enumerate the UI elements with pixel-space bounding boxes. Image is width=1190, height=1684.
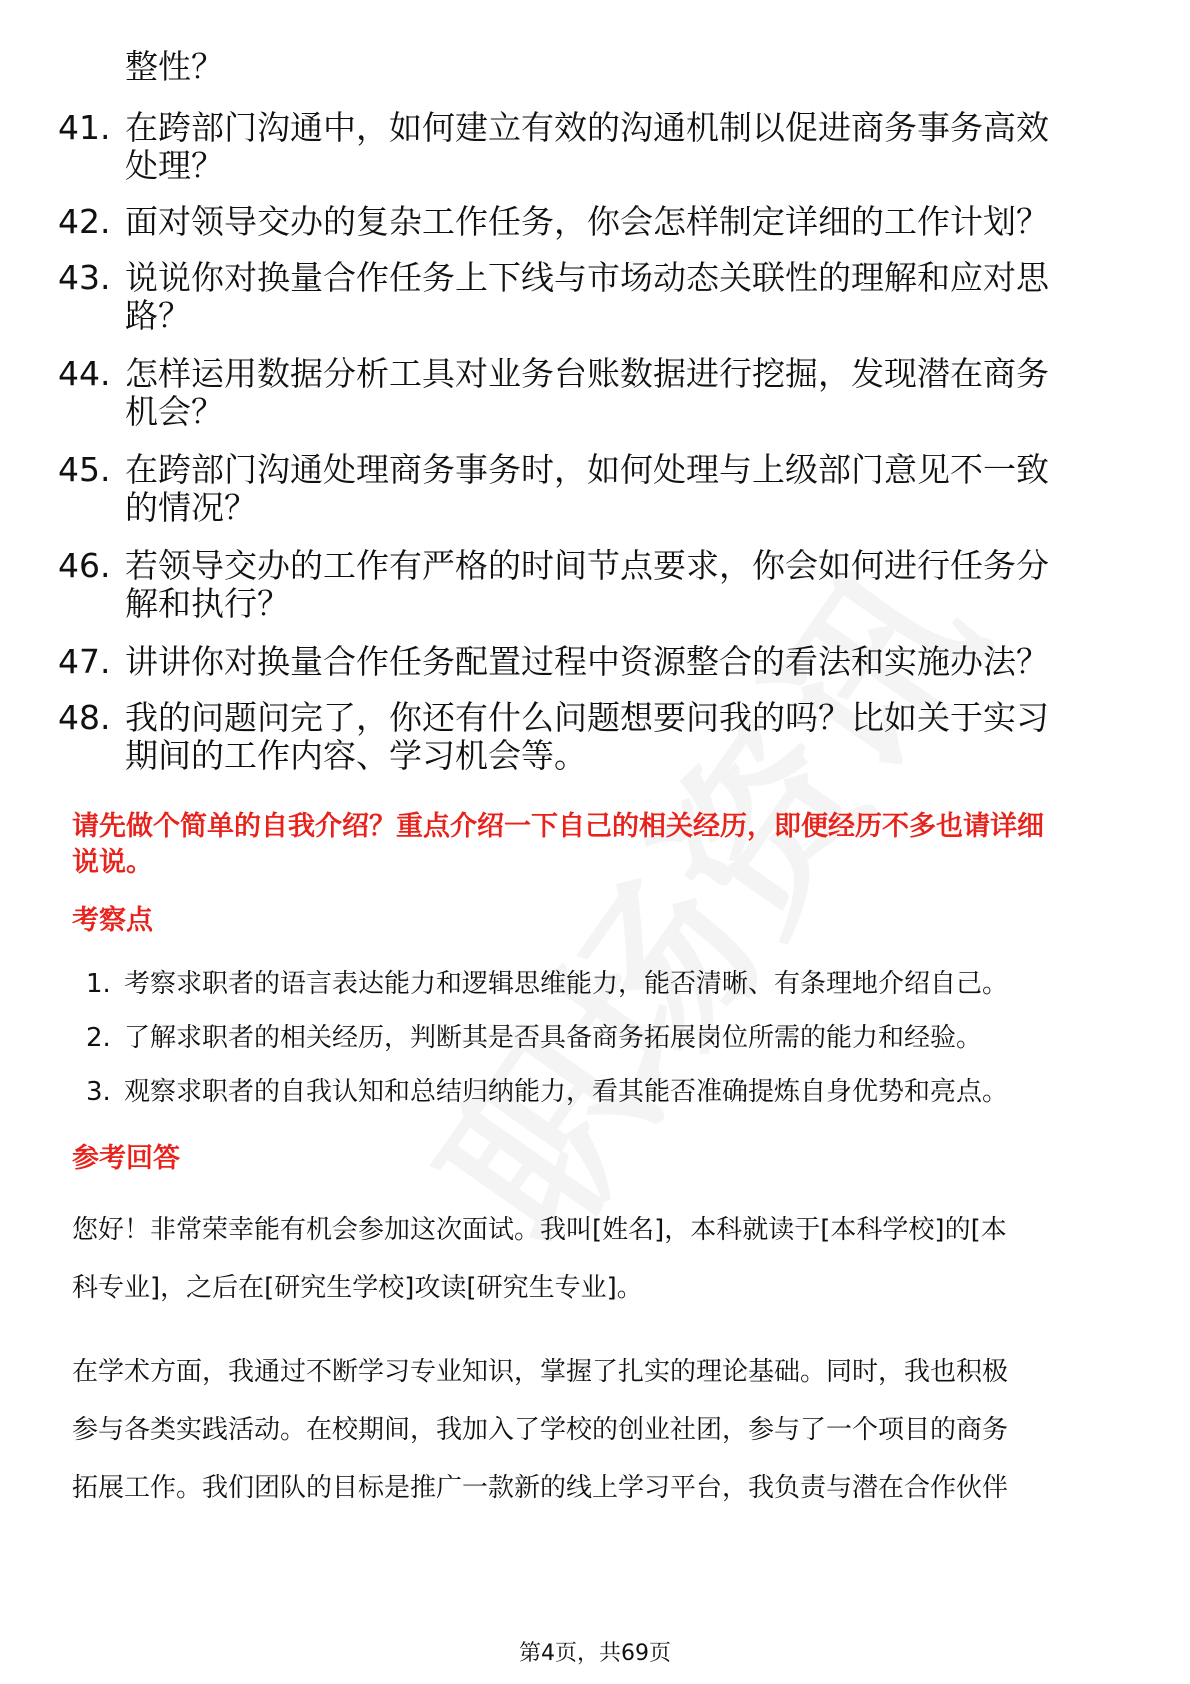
focus-item-text: 考察求职者的语言表达能力和逻辑思维能力，能否清晰、有条理地介绍自己。 [124,969,1009,999]
question-number: 42. [58,202,111,241]
focus-item-number: 2. [86,1023,111,1053]
question-text: 说说你对换量合作任务上下线与市场动态关联性的理解和应对思 [125,258,1049,297]
question-text: 若领导交办的工作有严格的时间节点要求，你会如何进行任务分 [125,546,1049,585]
answer-paragraph-line: 在学术方面，我通过不断学习专业知识，掌握了扎实的理论基础。同时，我也积极 [72,1357,1009,1387]
question-text: 机会？ [125,392,224,431]
question-text: 的情况？ [125,488,257,527]
section-question: 请先做个简单的自我介绍？重点介绍一下自己的相关经历，即便经历不多也请详细 [72,811,1044,842]
focus-title: 考察点 [72,905,153,936]
question-number: 44. [58,354,111,393]
question-text: 期间的工作内容、学习机会等。 [125,736,587,775]
question-text: 讲讲你对换量合作任务配置过程中资源整合的看法和实施办法？ [125,642,1049,681]
focus-item-text: 观察求职者的自我认知和总结归纳能力，看其能否准确提炼自身优势和亮点。 [124,1077,1009,1107]
answer-paragraph-line: 科专业]，之后在[研究生学校]攻读[研究生专业]。 [72,1273,643,1303]
question-number: 47. [58,642,111,681]
question-text: 在跨部门沟通中，如何建立有效的沟通机制以促进商务事务高效 [125,108,1049,147]
question-number: 41. [58,108,111,147]
question-text: 解和执行？ [125,584,290,623]
question-text: 面对领导交办的复杂工作任务，你会怎样制定详细的工作计划？ [125,202,1049,241]
answer-paragraph-line: 拓展工作。我们团队的目标是推广一款新的线上学习平台，我负责与潜在合作伙伴 [72,1473,1009,1503]
question-text: 处理？ [125,146,224,185]
page-footer: 第4页，共69页 [519,1641,671,1666]
focus-item-number: 3. [86,1077,111,1107]
question-text: 在跨部门沟通处理商务事务时，如何处理与上级部门意见不一致 [125,450,1049,489]
focus-item-number: 1. [86,969,111,999]
question-text: 怎样运用数据分析工具对业务台账数据进行挖掘，发现潜在商务 [125,354,1049,393]
focus-item-text: 了解求职者的相关经历，判断其是否具备商务拓展岗位所需的能力和经验。 [124,1023,983,1053]
question-text: 路？ [125,296,191,335]
continuation-text: 整性？ [125,47,224,86]
answer-title: 参考回答 [72,1143,180,1174]
question-number: 48. [58,698,111,737]
question-number: 43. [58,258,111,297]
answer-paragraph-line: 参与各类实践活动。在校期间，我加入了学校的创业社团，参与了一个项目的商务 [72,1415,1009,1445]
question-number: 46. [58,546,111,585]
section-question-cont: 说说。 [72,847,153,878]
question-number: 45. [58,450,111,489]
question-text: 我的问题问完了，你还有什么问题想要问我的吗？比如关于实习 [125,698,1049,737]
answer-paragraph-line: 您好！非常荣幸能有机会参加这次面试。我叫[姓名]，本科就读于[本科学校]的[本 [72,1215,1007,1245]
